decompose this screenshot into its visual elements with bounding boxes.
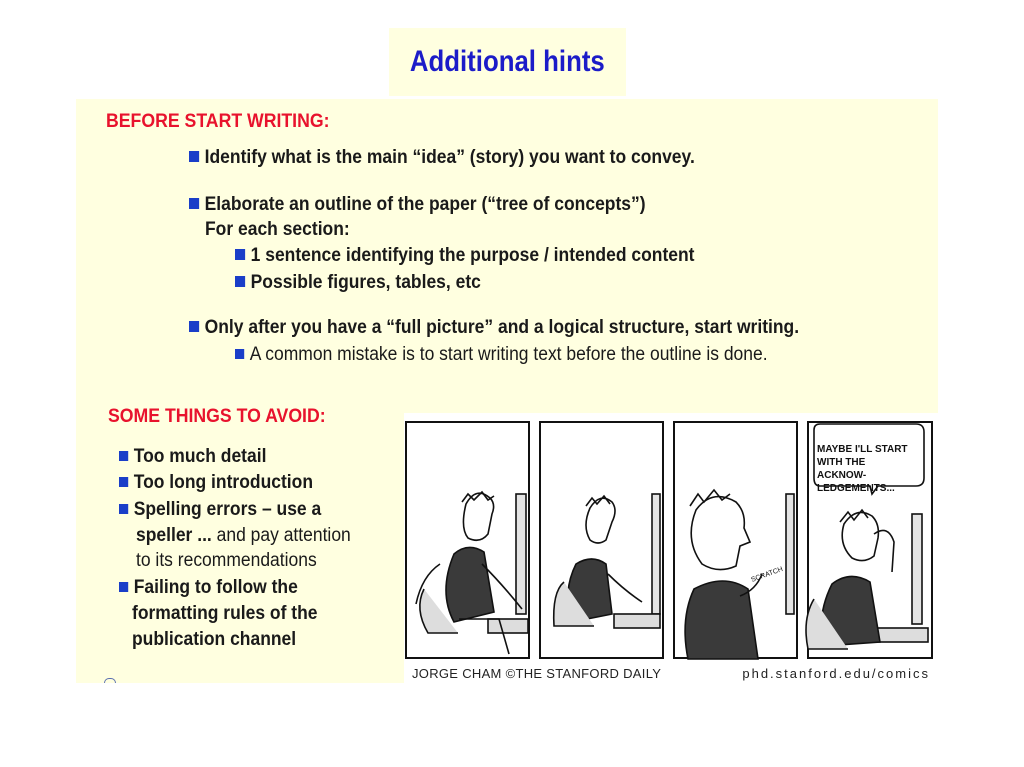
hint-one-sentence: 1 sentence identifying the purpose / intended content — [235, 245, 694, 267]
bullet-icon — [235, 276, 245, 287]
avoid-formatting: Failing to follow the — [119, 577, 298, 599]
avoid-long-intro: Too long introduction — [119, 472, 313, 494]
bullet-icon — [119, 582, 128, 592]
bullet-icon — [235, 349, 244, 359]
avoid-heading: SOME THINGS TO AVOID: — [108, 406, 326, 427]
bullet-icon — [189, 198, 199, 209]
hint-figures: Possible figures, tables, etc — [235, 272, 481, 294]
avoid-recommendations: to its recommendations — [136, 550, 317, 571]
hint-main-idea: Identify what is the main “idea” (story) you want to convey. — [189, 147, 695, 169]
hint-outline: Elaborate an outline of the paper (“tree of concepts”) — [189, 194, 646, 216]
bullet-icon — [189, 321, 199, 332]
comic-credit-left: JORGE CHAM ©THE STANFORD DAILY — [412, 666, 662, 681]
slide-title: Additional hints — [410, 45, 605, 78]
avoid-panel — [76, 406, 404, 683]
partial-glyph — [104, 678, 116, 683]
speech-bubble-text: MAYBE I'LL START WITH THE ACKNOW-LEDGEMENTS... — [817, 444, 908, 494]
bullet-icon — [119, 451, 128, 461]
before-writing-panel — [76, 99, 938, 413]
avoid-formatting-3: publication channel — [132, 629, 297, 650]
bullet-icon — [189, 151, 199, 162]
avoid-too-much-detail: Too much detail — [119, 446, 266, 468]
bullet-icon — [119, 504, 128, 514]
avoid-spelling: Spelling errors – use a — [119, 499, 321, 521]
bullet-icon — [119, 477, 128, 487]
hint-common-mistake: A common mistake is to start writing text before the outline is done. — [235, 344, 768, 366]
hint-full-picture: Only after you have a “full picture” and a logical structure, start writing. — [189, 317, 799, 339]
comic-credit-right: phd.stanford.edu/comics — [742, 666, 930, 681]
avoid-speller-line: speller ... and pay attention — [136, 525, 351, 546]
avoid-formatting-2: formatting rules of the — [132, 603, 318, 624]
scratch-sfx: SCRATCH — [750, 565, 785, 584]
title-box — [389, 28, 626, 96]
before-writing-heading: BEFORE START WRITING: — [106, 111, 330, 132]
bullet-icon — [235, 249, 245, 260]
hint-for-each-section: For each section: — [205, 219, 350, 240]
